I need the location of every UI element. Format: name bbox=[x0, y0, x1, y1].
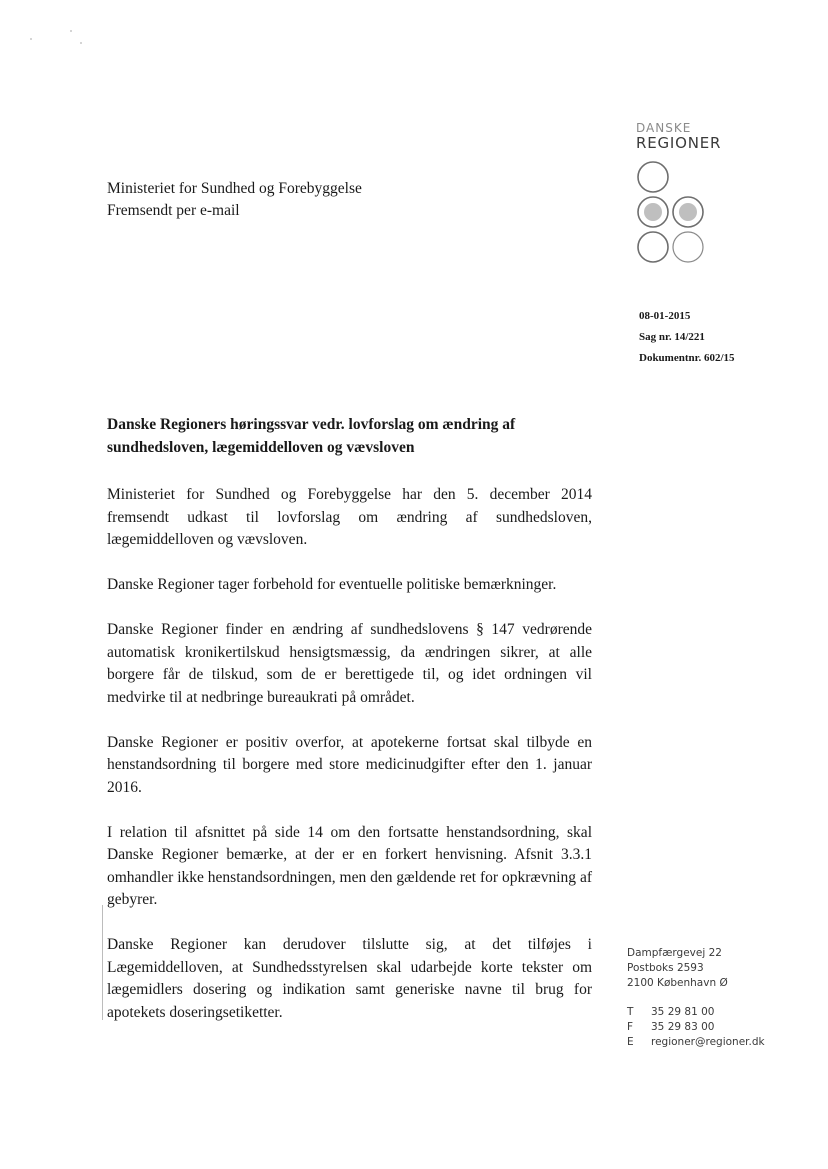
body-paragraph: Danske Regioner er positiv overfor, at apotekerne fortsat skal tilbyde en henstandsordning til borgere med store medicinudgifter efter den 1. januar 2016. bbox=[107, 733, 592, 796]
circles-logo-icon bbox=[636, 160, 716, 264]
document-meta bbox=[639, 306, 735, 369]
phone-row bbox=[627, 1005, 765, 1020]
address-street: Dampfærgevej 22 bbox=[627, 947, 722, 959]
address-city: 2100 København Ø bbox=[627, 977, 728, 989]
recipient-name: Ministeriet for Sundhed og Forebyggelse bbox=[107, 180, 362, 197]
logo-text-top: DANSKE bbox=[636, 121, 692, 135]
body-paragraph: Danske Regioner kan derudover tilslutte sig, at det tilføjes i Lægemiddelloven, at Sundhedsstyrelsen skal udarbejde korte tekster om lægemidlers dosering og indikation samt generiske navne til brug for apotekets doseringsetiketter. bbox=[107, 936, 592, 1021]
document-number: Dokumentnr. 602/15 bbox=[639, 352, 735, 364]
recipient-block bbox=[107, 178, 362, 222]
email-row bbox=[627, 1035, 765, 1050]
logo-text-bottom: REGIONER bbox=[636, 134, 722, 152]
document-date: 08-01-2015 bbox=[639, 310, 691, 322]
address-pobox: Postboks 2593 bbox=[627, 962, 704, 974]
scan-speck bbox=[70, 30, 72, 32]
fax-row bbox=[627, 1020, 765, 1035]
phone-number: 35 29 81 00 bbox=[651, 1006, 715, 1018]
scan-speck bbox=[80, 42, 82, 44]
letter-body bbox=[107, 414, 592, 1047]
body-paragraph: Ministeriet for Sundhed og Forebyggelse har den 5. december 2014 fremsendt udkast til lovforslag om ændring af sundhedsloven, lægemiddelloven og vævsloven. bbox=[107, 486, 592, 548]
postal-address bbox=[627, 946, 728, 991]
email-label: E bbox=[627, 1036, 634, 1048]
margin-line bbox=[102, 905, 103, 1020]
email-address: regioner@regioner.dk bbox=[651, 1036, 765, 1048]
fax-number: 35 29 83 00 bbox=[651, 1021, 715, 1033]
danske-regioner-logo bbox=[636, 122, 736, 151]
fax-label: F bbox=[627, 1021, 634, 1033]
delivery-method: Fremsendt per e-mail bbox=[107, 202, 240, 219]
body-paragraph: Danske Regioner tager forbehold for eventuelle politiske bemærkninger. bbox=[107, 576, 557, 593]
phone-label: T bbox=[627, 1006, 634, 1018]
body-paragraph: Danske Regioner finder en ændring af sundhedslovens § 147 vedrørende automatisk kronikertilskud hensigtsmæssig, da ændringen sikrer, at alle borgere får de tilskud, som de er berettigede til, og idet ordningen vil medvirke til at nedbringe bureaukrati på området. bbox=[107, 621, 592, 706]
letter-title: Danske Regioners høringssvar vedr. lovforslag om ændring af sundhedsloven, lægemiddelloven og vævsloven bbox=[107, 416, 516, 456]
scan-speck bbox=[30, 38, 32, 40]
body-paragraph: I relation til afsnittet på side 14 om den fortsatte henstandsordning, skal Danske Regioner bemærke, at der er en forkert henvisning. Afsnit 3.3.1 omhandler ikke henstandsordningen, men den gældende ret for opkrævning af gebyrer. bbox=[107, 823, 592, 908]
case-number: Sag nr. 14/221 bbox=[639, 331, 705, 343]
contact-block bbox=[627, 1005, 765, 1050]
